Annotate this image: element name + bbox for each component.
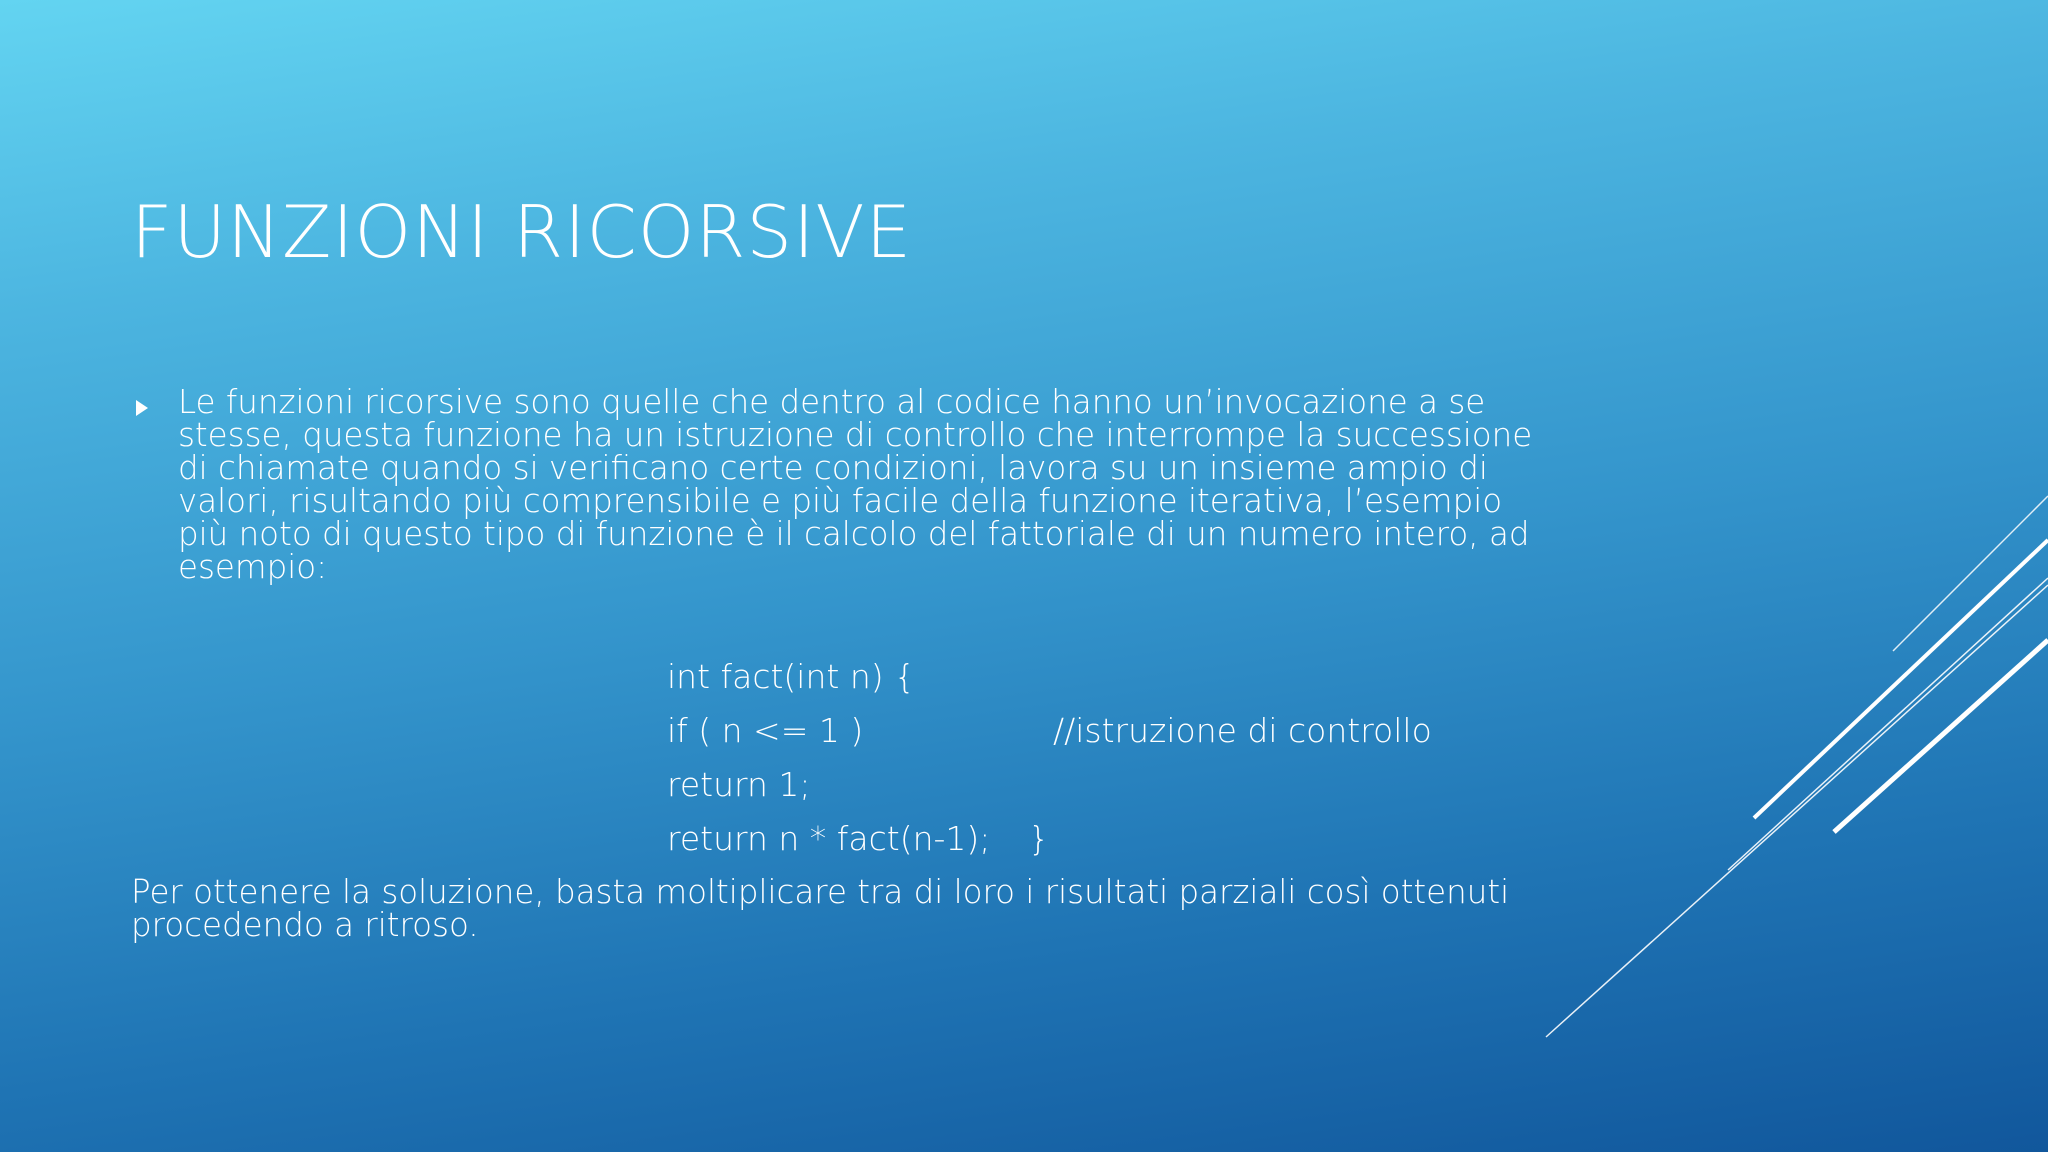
code-line-4 xyxy=(667,816,1049,870)
closing-brace: } xyxy=(1028,819,1050,858)
slide-title: FUNZIONI RICORSIVE xyxy=(131,190,913,274)
code-example xyxy=(667,654,1432,870)
code-line-3-text: return 1; xyxy=(667,765,811,804)
code-line-2 xyxy=(667,708,1432,762)
code-line-4-text: return n * fact(n-1); xyxy=(667,819,991,858)
triangle-right-icon xyxy=(136,400,148,416)
conclusion-text: Per ottenere la soluzione, basta moltiplicare tra di loro i risultati parziali così ottenuti procedendo a ritroso. xyxy=(131,873,1510,944)
bullet-item xyxy=(131,383,1551,586)
code-line-1 xyxy=(667,654,1049,708)
code-comment: //istruzione di controllo xyxy=(1053,711,1432,750)
code-line-3 xyxy=(667,762,1049,816)
bullet-text: Le funzioni ricorsive sono quelle che dentro al codice hanno un’invocazione a se stesse, questa funzione ha un istruzione di controllo che interrompe la successione di chiamate quando si verificano certe condizioni, lavora su un insieme ampio di valori, risultando più comprensibile e più facile della funzione iterativa, l’esempio più noto di questo tipo di funzione è il calcolo del fattoriale di un numero intero, ad esempio: xyxy=(178,383,1533,586)
code-line-1-text: int fact(int n) { xyxy=(667,657,916,696)
code-line-2-text: if ( n <= 1 ) xyxy=(667,711,864,750)
